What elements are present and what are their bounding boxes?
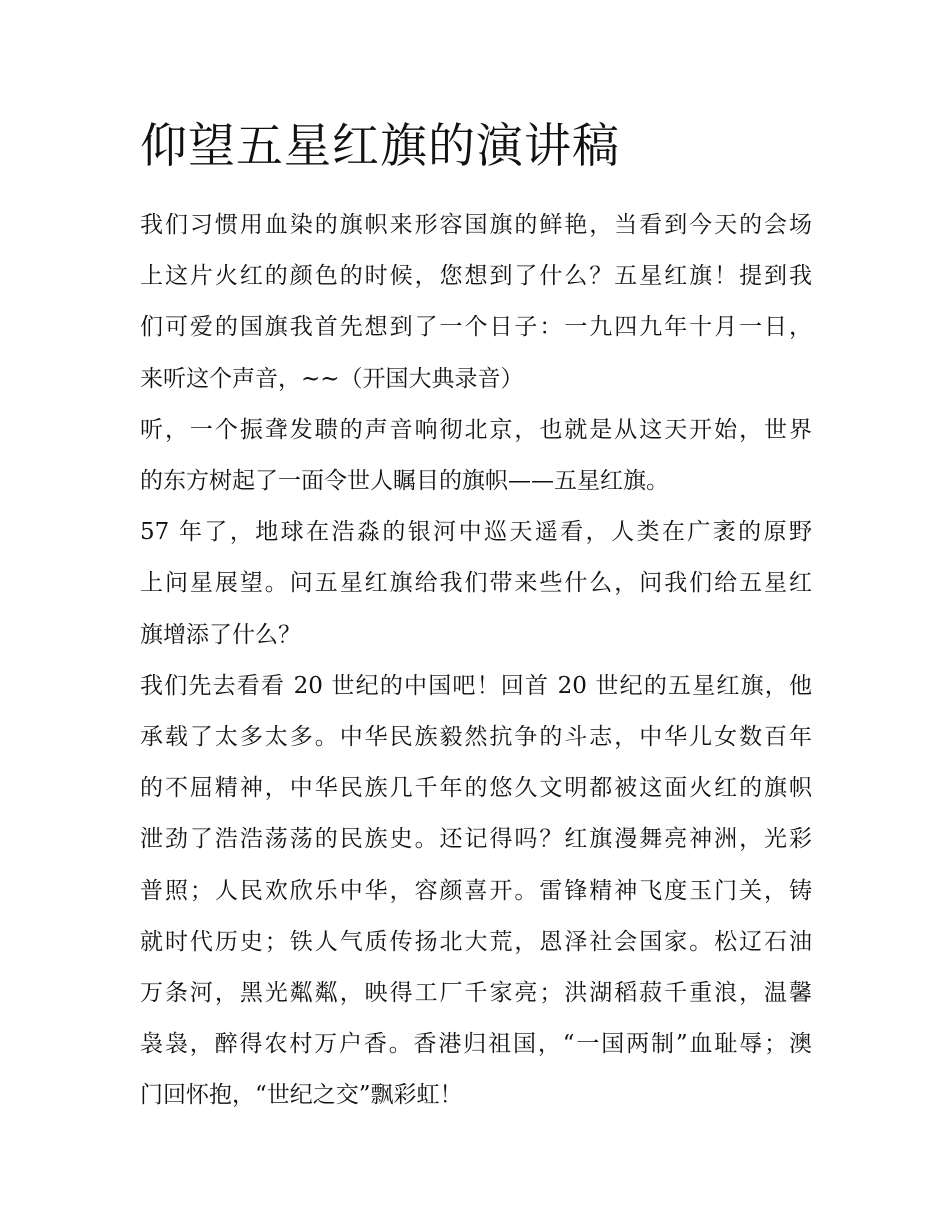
paragraph-line: 袅袅，醉得农村万户香。香港归祖国，“一国两制”血耻辱；澳 xyxy=(140,1031,812,1058)
paragraph-line: 来听这个声音，~~（开国大典录音） xyxy=(140,365,524,392)
paragraph-line: 的东方树起了一面令世人瞩目的旗帜——五星红旗。 xyxy=(140,468,669,495)
paragraph-line: 57 年了，地球在浩淼的银河中巡天遥看，人类在广袤的原野 xyxy=(140,519,812,546)
paragraph-line: 就时代历史；铁人气质传扬北大荒，恩泽社会国家。松辽石油 xyxy=(140,928,812,955)
paragraph-line: 泄劲了浩浩荡荡的民族史。还记得吗？红旗漫舞亮神洲，光彩 xyxy=(140,826,812,853)
paragraph-line: 我们先去看看 20 世纪的中国吧！回首 20 世纪的五星红旗，他 xyxy=(140,672,812,699)
paragraph-4 xyxy=(140,661,812,1122)
paragraph-line: 的不屈精神，中华民族几千年的悠久文明都被这面火红的旗帜 xyxy=(140,775,812,802)
paragraph-line: 我们习惯用血染的旗帜来形容国旗的鲜艳，当看到今天的会场 xyxy=(140,212,812,238)
paragraph-line: 承载了太多太多。中华民族毅然抗争的斗志，中华儿女数百年 xyxy=(140,724,812,751)
paragraph-line: 听，一个振聋发聩的声音响彻北京，也就是从这天开始，世界 xyxy=(140,416,812,443)
paragraph-line: 们可爱的国旗我首先想到了一个日子：一九四九年十月一日， xyxy=(140,314,812,341)
paragraph-line: 上这片火红的颜色的时候，您想到了什么？五星红旗！提到我 xyxy=(140,263,812,290)
paragraph-line: 普照；人民欢欣乐中华，容颜喜开。雷锋精神飞度玉门关，铸 xyxy=(140,877,812,904)
paragraph-line: 门回怀抱，“世纪之交”飘彩虹！ xyxy=(140,1082,463,1109)
document-title: 仰望五星红旗的演讲稿 xyxy=(140,119,620,174)
paragraph-3 xyxy=(140,507,812,661)
paragraph-1 xyxy=(140,200,812,405)
paragraph-line: 万条河，黑光粼粼，映得工厂千家亮；洪湖稻菽千重浪，温馨 xyxy=(140,980,812,1007)
document-page xyxy=(140,112,812,1122)
paragraph-2 xyxy=(140,405,812,507)
paragraph-line: 旗增添了什么？ xyxy=(140,621,301,648)
paragraph-line: 上问星展望。问五星红旗给我们带来些什么，问我们给五星红 xyxy=(140,570,812,597)
